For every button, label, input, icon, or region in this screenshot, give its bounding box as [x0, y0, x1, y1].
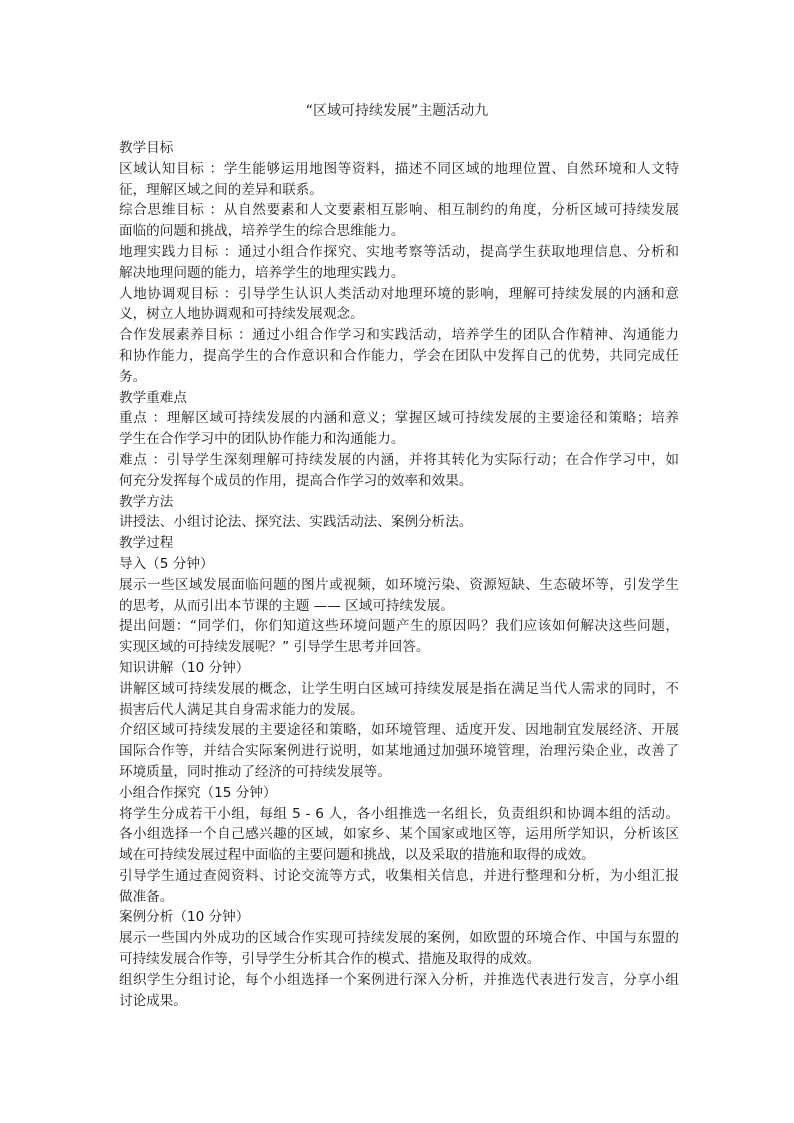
- text-line: 综合思维目标 ：从自然要素和人文要素相互影响、相互制约的角度，分析区域可持续发展: [119, 202, 679, 219]
- text-line: 解决地理问题的能力，培养学生的地理实践力。: [119, 264, 405, 281]
- text-line: 介绍区域可持续发展的主要途径和策略，如环境管理、适度开发、因地制宜发展经济、开展: [119, 722, 679, 739]
- text-line: 将学生分成若干小组，每组 5 - 6 人，各小组推选一名组长，负责组织和协调本组的活动。: [119, 805, 679, 822]
- text-line: 损害后代人满足其自身需求能力的发展。: [119, 701, 364, 718]
- text-line: 讨论成果。: [119, 992, 187, 1009]
- text-line: 小组合作探究（15 分钟）: [119, 784, 277, 801]
- text-line: 知识讲解（10 分钟）: [119, 659, 250, 676]
- text-line: 教学过程: [119, 535, 174, 552]
- text-line: 导入（5 分钟）: [119, 555, 214, 572]
- text-line: 人地协调观目标 ：引导学生认识人类活动对地理环境的影响，理解可持续发展的内涵和意: [119, 285, 679, 302]
- text-line: 和协作能力，提高学生的合作意识和合作能力，学会在团队中发挥自己的优势，共同完成任: [119, 347, 679, 364]
- text-line: 区域认知目标 ：学生能够运用地图等资料，描述不同区域的地理位置、自然环境和人文特: [119, 160, 679, 177]
- document-body: [119, 138, 679, 1011]
- text-line: 案例分析（10 分钟）: [119, 909, 250, 926]
- text-line: 环境质量，同时推动了经济的可持续发展等。: [119, 763, 391, 780]
- text-line: 教学方法: [119, 493, 174, 510]
- text-line: 教学重难点: [119, 389, 187, 406]
- text-line: 可持续发展合作等，引导学生分析其合作的模式、措施及取得的成效。: [119, 951, 541, 968]
- text-line: 教学目标: [119, 140, 174, 156]
- text-line: 学生在合作学习中的团队协作能力和沟通能力。: [119, 431, 405, 448]
- text-line: 讲解区域可持续发展的概念，让学生明白区域可持续发展是指在满足当代人需求的同时，不: [119, 680, 679, 697]
- text-line: 展示一些国内外成功的区域合作实现可持续发展的案例，如欧盟的环境合作、中国与东盟的: [119, 930, 679, 947]
- text-line: 引导学生通过查阅资料、讨论交流等方式，收集相关信息，并进行整理和分析，为小组汇报: [119, 867, 679, 884]
- text-line: 义，树立人地协调观和可持续发展观念。: [119, 306, 364, 323]
- text-line: 国际合作等，并结合实际案例进行说明，如某地通过加强环境管理，治理污染企业，改善了: [119, 743, 679, 760]
- text-line: 务。: [119, 368, 147, 385]
- text-line: 提出问题：“同学们，你们知道这些环境问题产生的原因吗？我们应该如何解决这些问题，: [119, 618, 679, 635]
- text-line: 合作发展素养目标 ：通过小组合作学习和实践活动，培养学生的团队合作精神、沟通能力: [119, 327, 679, 344]
- text-line: 展示一些区域发展面临问题的图片或视频，如环境污染、资源短缺、生态破坏等，引发学生: [119, 576, 679, 593]
- text-line: 的思考，从而引出本节课的主题 —— 区域可持续发展。: [119, 597, 454, 614]
- text-line: 地理实践力目标 ：通过小组合作探究、实地考察等活动，提高学生获取地理信息、分析和: [119, 243, 679, 260]
- text-line: 何充分发挥每个成员的作用，提高合作学习的效率和效果。: [119, 472, 473, 489]
- text-line: 面临的问题和挑战，培养学生的综合思维能力。: [119, 223, 405, 240]
- text-line: 讲授法、小组讨论法、探究法、实践活动法、案例分析法。: [119, 514, 473, 531]
- text-line: 征，理解区域之间的差异和联系。: [119, 181, 323, 198]
- text-line: 实现区域的可持续发展呢？” 引导学生思考并回答。: [119, 639, 430, 656]
- text-line: 各小组选择一个自己感兴趣的区域，如家乡、某个国家或地区等，运用所学知识，分析该区: [119, 826, 679, 843]
- document-title: “区域可持续发展”主题活动九: [305, 103, 489, 119]
- text-line: 组织学生分组讨论，每个小组选择一个案例进行深入分析，并推选代表进行发言，分享小组: [119, 971, 679, 988]
- text-line: 难点 ：引导学生深刻理解可持续发展的内涵，并将其转化为实际行动；在合作学习中，如: [119, 451, 679, 468]
- text-line: 做准备。: [119, 888, 174, 905]
- text-line: 重点 ：理解区域可持续发展的内涵和意义；掌握区域可持续发展的主要途径和策略；培养: [119, 410, 679, 427]
- text-line: 域在可持续发展过程中面临的主要问题和挑战，以及采取的措施和取得的成效。: [119, 847, 595, 864]
